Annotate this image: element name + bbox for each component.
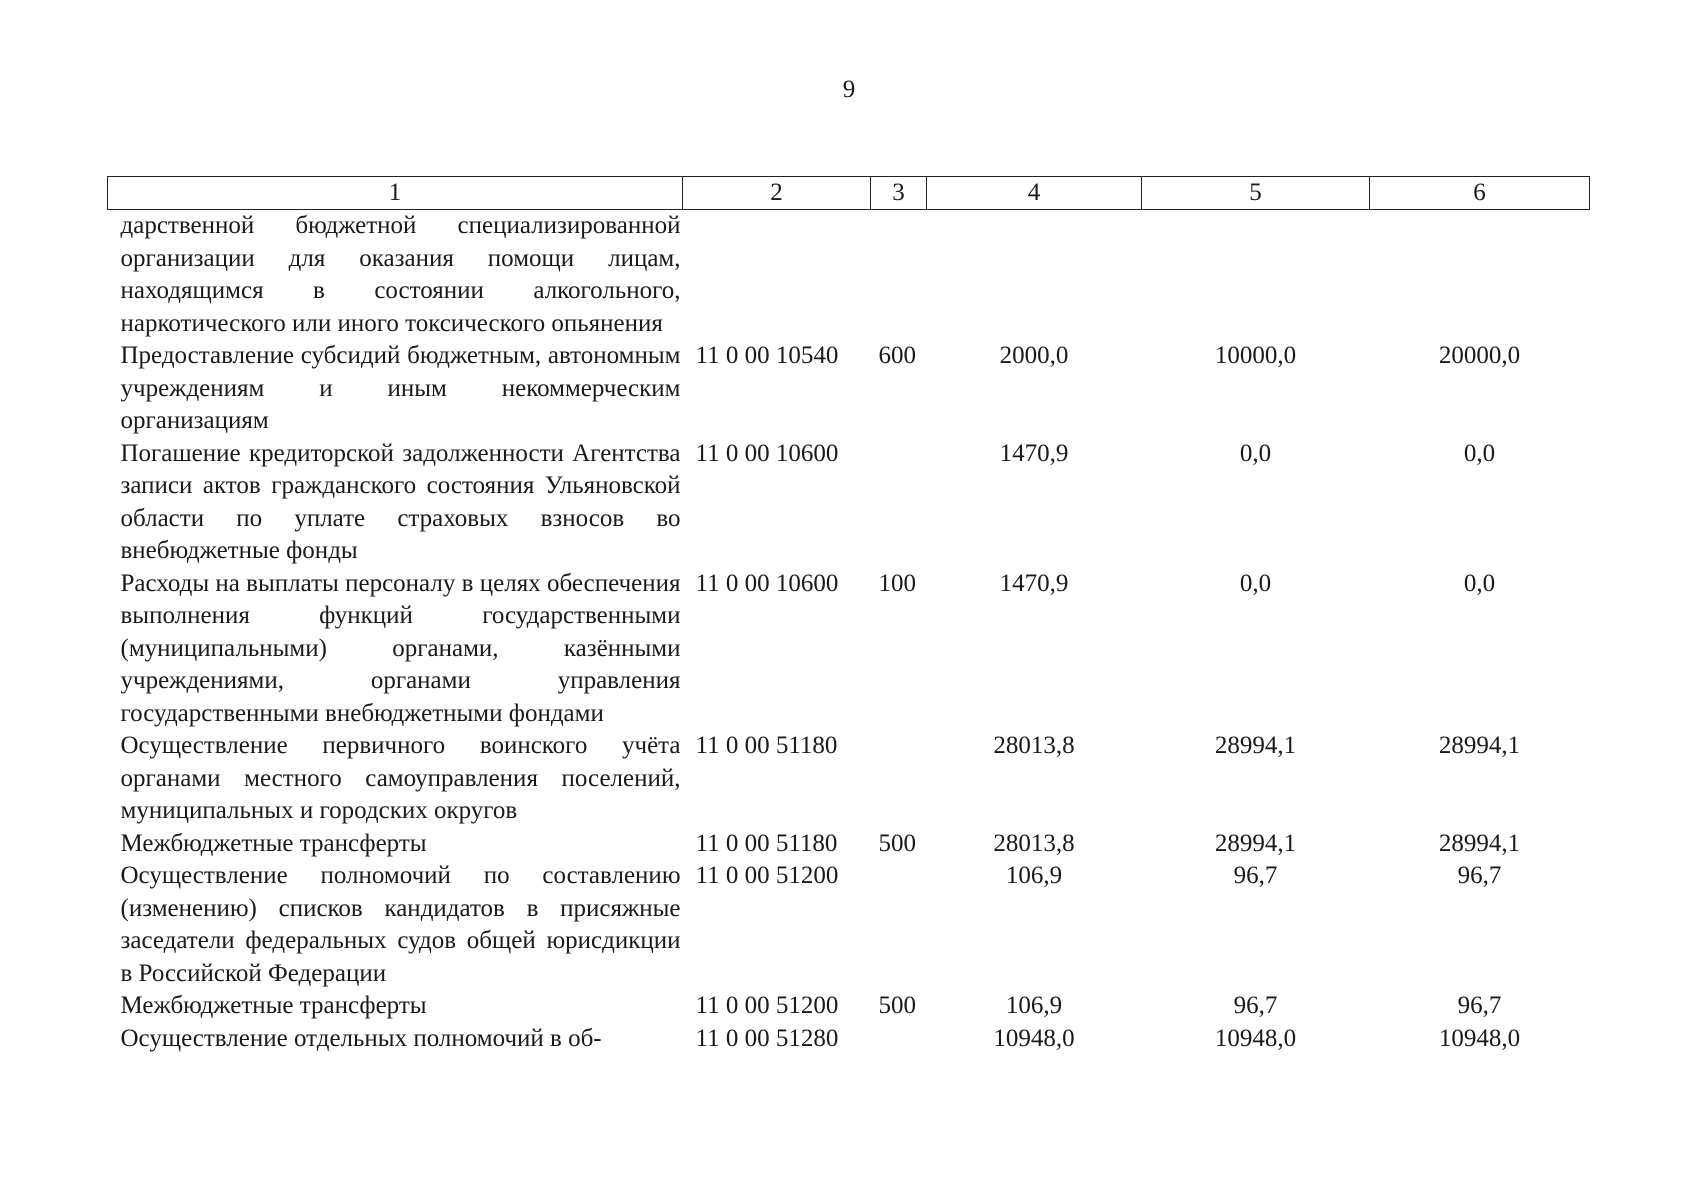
table-row — [108, 730, 1590, 828]
row-value-1: 2000,0 — [999, 342, 1069, 369]
row-target-code: 11 0 00 51280 — [695, 1024, 839, 1052]
row-expense-type — [871, 730, 927, 828]
column-header-1: 1 — [108, 177, 683, 210]
row-target-code: 11 0 00 10600 — [695, 569, 839, 597]
table-row — [108, 990, 1590, 1023]
row-value-2 — [1142, 210, 1370, 341]
row-value-3: 0,0 — [1463, 439, 1496, 467]
column-header-4: 4 — [927, 177, 1142, 210]
column-header-2: 2 — [683, 177, 871, 210]
page-number: 9 — [842, 76, 856, 103]
row-value-1: 1470,9 — [999, 439, 1069, 467]
row-value-2: 28994,1 — [1214, 829, 1297, 857]
row-value-3: 20000,0 — [1438, 342, 1521, 369]
table-row — [108, 860, 1590, 990]
table-row — [108, 568, 1590, 731]
row-value-1: 28013,8 — [993, 732, 1075, 759]
row-expense-type: 500 — [878, 829, 916, 857]
row-name: Расходы на выплаты персоналу в целях обеспечения выполнения функций государственными (муниципальными) органами, казёнными учреждениями, органами управления государственными внебюджетными фондами — [120, 569, 681, 727]
table-row — [108, 438, 1590, 568]
row-target-code: 11 0 00 51180 — [695, 829, 838, 857]
row-target-code: 11 0 00 10600 — [695, 439, 839, 467]
row-value-3: 96,7 — [1457, 862, 1502, 889]
row-target-code: 11 0 00 51200 — [695, 992, 839, 1019]
row-value-1: 10948,0 — [993, 1024, 1075, 1052]
row-name: Осуществление первичного воинского учёта органами местного самоуправления поселений, муниципальных и городских округов — [120, 732, 681, 824]
row-name: Предоставление субсидий бюджетным, автономным учреждениям и иным некоммерческим организациям — [120, 342, 681, 434]
row-target-code: 11 0 00 51200 — [695, 862, 839, 889]
table-row — [108, 210, 1590, 341]
row-value-1: 28013,8 — [993, 829, 1075, 857]
row-target-code — [683, 210, 871, 341]
row-value-2: 0,0 — [1239, 439, 1272, 467]
row-expense-type — [871, 1023, 927, 1056]
row-value-3 — [1370, 210, 1590, 341]
table-row — [108, 1023, 1590, 1056]
row-expense-type: 500 — [878, 992, 916, 1019]
row-expense-type — [871, 210, 927, 341]
row-value-3: 28994,1 — [1438, 732, 1521, 759]
row-expense-type — [871, 860, 927, 990]
row-value-2: 96,7 — [1233, 992, 1278, 1019]
row-value-2: 0,0 — [1239, 569, 1272, 597]
table-row — [108, 340, 1590, 438]
row-name: дарственной бюджетной специализированной организации для оказания помощи лицам, находящимся в состоянии алкогольного, наркотического или иного токсического опьянения — [120, 212, 681, 337]
row-name: Осуществление отдельных полномочий в об- — [120, 1024, 602, 1052]
row-value-1: 1470,9 — [999, 569, 1069, 597]
row-expense-type — [871, 438, 927, 568]
budget-table — [107, 176, 1590, 1055]
column-header-3: 3 — [871, 177, 927, 210]
row-value-1 — [927, 210, 1142, 341]
row-value-1: 106,9 — [1005, 992, 1063, 1019]
column-header-5: 5 — [1142, 177, 1370, 210]
row-value-3: 0,0 — [1463, 569, 1496, 597]
row-name: Межбюджетные трансферты — [120, 829, 427, 857]
header-row — [108, 177, 1590, 210]
row-value-2: 10000,0 — [1214, 342, 1297, 369]
row-name: Погашение кредиторской задолженности Агентства записи актов гражданского состояния Ульяновской области по уплате страховых взносов во внебюджетные фонды — [120, 439, 681, 564]
row-value-2: 28994,1 — [1214, 732, 1297, 759]
row-value-3: 28994,1 — [1438, 829, 1521, 857]
row-target-code: 11 0 00 51180 — [695, 732, 838, 759]
table-row — [108, 828, 1590, 861]
row-name: Межбюджетные трансферты — [120, 992, 427, 1019]
row-value-1: 106,9 — [1005, 862, 1063, 889]
row-target-code: 11 0 00 10540 — [695, 342, 839, 369]
row-name: Осуществление полномочий по составлению (изменению) списков кандидатов в присяжные заседатели федеральных судов общей юрисдикции в Российской Федерации — [120, 862, 681, 987]
row-value-3: 10948,0 — [1438, 1024, 1521, 1052]
row-value-2: 96,7 — [1233, 862, 1278, 889]
row-expense-type: 600 — [878, 342, 916, 369]
row-value-3: 96,7 — [1457, 992, 1502, 1019]
column-header-6: 6 — [1370, 177, 1590, 210]
row-expense-type: 100 — [878, 569, 916, 597]
row-value-2: 10948,0 — [1214, 1024, 1297, 1052]
